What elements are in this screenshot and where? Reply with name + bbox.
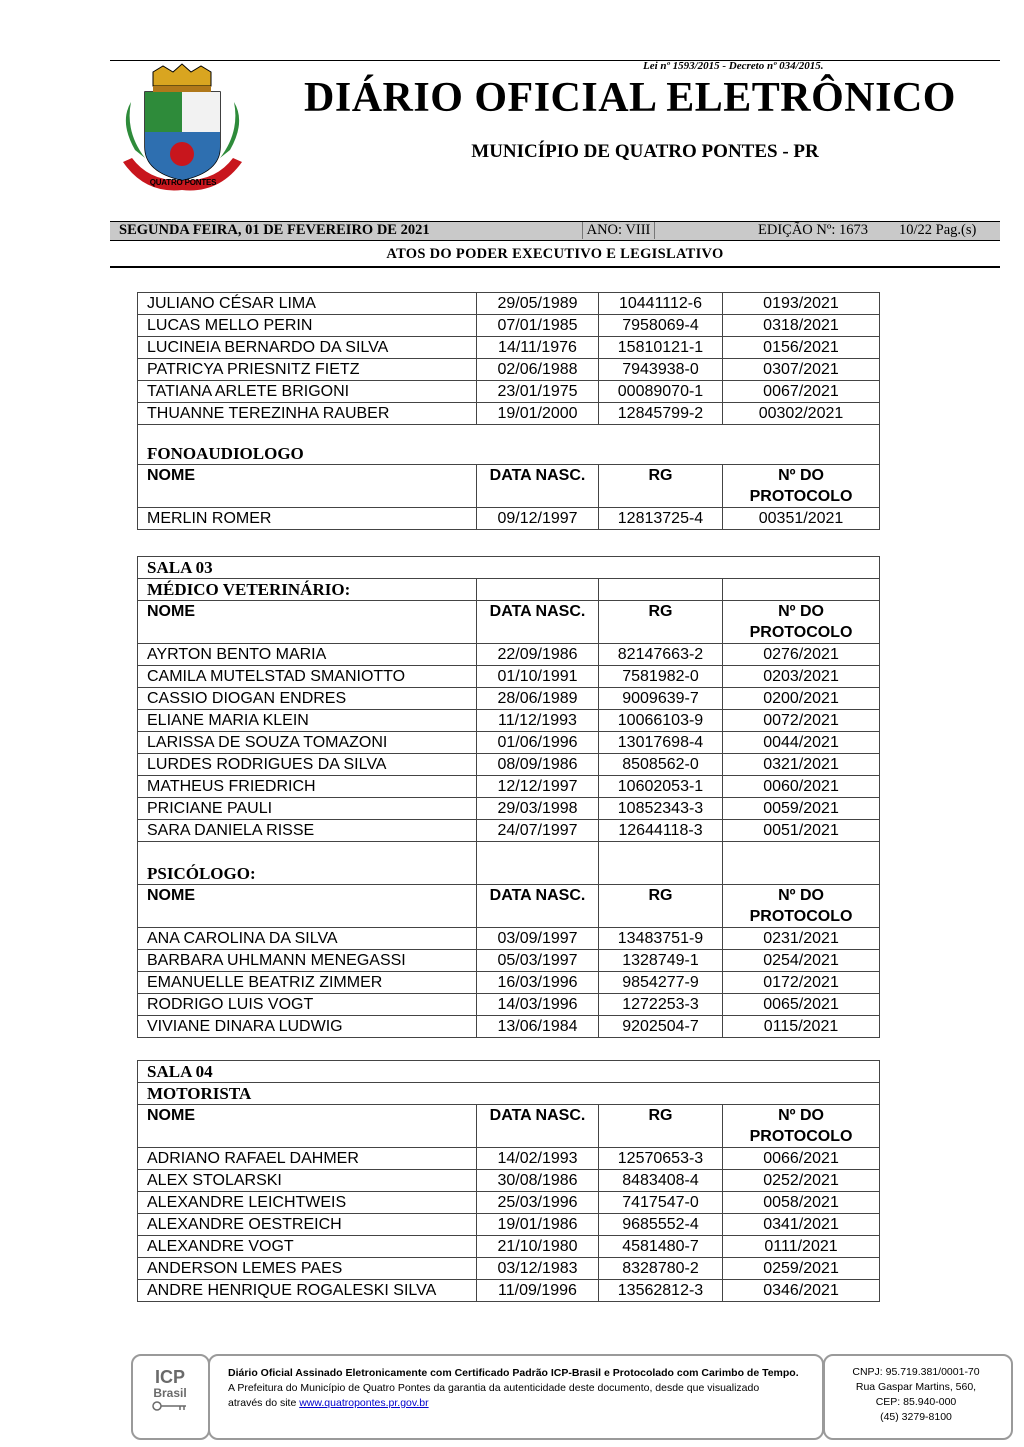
crest-banner-text: QUATRO PONTES	[149, 178, 217, 187]
cell-birth-date: 29/03/1998	[477, 798, 599, 820]
cell-protocol: 0193/2021	[723, 293, 880, 315]
cell-name: THUANNE TEREZINHA RAUBER	[138, 403, 477, 425]
cell-birth-date: 22/09/1986	[477, 644, 599, 666]
footer-cnpj: CNPJ: 95.719.381/0001-70	[852, 1366, 980, 1378]
col-header-protocol: Nº DO PROTOCOLO	[723, 465, 880, 508]
category-fonoaudiologo: FONOAUDIOLOGO	[138, 443, 880, 465]
footer-certificate-text	[228, 1366, 799, 1411]
cell-protocol: 0203/2021	[723, 666, 880, 688]
cell-rg: 7943938-0	[599, 359, 723, 381]
cell-birth-date: 01/06/1996	[477, 732, 599, 754]
table-header-row	[138, 601, 880, 644]
cell-rg: 00089070-1	[599, 381, 723, 403]
footer-guarantee: A Prefeitura do Município de Quatro Pontes da garantia da autenticidade deste documento, desde que visualizado	[228, 1382, 760, 1394]
header-top-rule	[110, 60, 1000, 61]
cell-rg: 10066103-9	[599, 710, 723, 732]
cell-name: MATHEUS FRIEDRICH	[138, 776, 477, 798]
cell-name: ALEXANDRE LEICHTWEIS	[138, 1192, 477, 1214]
footer-street: Rua Gaspar Martins, 560,	[855, 1381, 977, 1393]
col-header-protocol: Nº DO PROTOCOLO	[723, 1105, 880, 1148]
cell-protocol: 00302/2021	[723, 403, 880, 425]
cell-rg: 12570653-3	[599, 1148, 723, 1170]
cell-protocol: 0307/2021	[723, 359, 880, 381]
cell-birth-date: 13/06/1984	[477, 1016, 599, 1038]
cell-name: ELIANE MARIA KLEIN	[138, 710, 477, 732]
col-header-rg: RG	[599, 601, 723, 644]
table-row	[138, 315, 880, 337]
table-row	[138, 994, 880, 1016]
candidates-table-2	[137, 556, 880, 1038]
cell-rg: 15810121-1	[599, 337, 723, 359]
cell-name: PRICIANE PAULI	[138, 798, 477, 820]
table-row	[138, 1236, 880, 1258]
table-row	[138, 1280, 880, 1302]
key-icon	[150, 1400, 190, 1412]
cell-protocol: 0058/2021	[723, 1192, 880, 1214]
cell-birth-date: 11/12/1993	[477, 710, 599, 732]
table-header-row	[138, 885, 880, 928]
category-row	[138, 579, 880, 601]
cell-rg: 8328780-2	[599, 1258, 723, 1280]
cell-rg: 13483751-9	[599, 928, 723, 950]
cell-birth-date: 14/03/1996	[477, 994, 599, 1016]
table-row	[138, 820, 880, 842]
cell-rg: 12845799-2	[599, 403, 723, 425]
cell-birth-date: 19/01/2000	[477, 403, 599, 425]
cell-rg: 9854277-9	[599, 972, 723, 994]
cell-birth-date: 30/08/1986	[477, 1170, 599, 1192]
municipal-site-link[interactable]: www.quatropontes.pr.gov.br	[299, 1397, 429, 1409]
table-row	[138, 1170, 880, 1192]
table-row	[138, 403, 880, 425]
cell-protocol: 0065/2021	[723, 994, 880, 1016]
cell-birth-date: 25/03/1996	[477, 1192, 599, 1214]
cell-protocol: 0276/2021	[723, 644, 880, 666]
col-header-birth: DATA NASC.	[477, 601, 599, 644]
table-row	[138, 972, 880, 994]
footer-address	[826, 1365, 1006, 1425]
col-header-rg: RG	[599, 465, 723, 508]
table-row	[138, 754, 880, 776]
cell-rg: 1272253-3	[599, 994, 723, 1016]
cell-rg: 10602053-1	[599, 776, 723, 798]
table-header-row	[138, 1105, 880, 1148]
category-row	[138, 1083, 880, 1105]
cell-rg: 7417547-0	[599, 1192, 723, 1214]
page-subtitle: MUNICÍPIO DE QUATRO PONTES - PR	[471, 141, 819, 162]
edition-year: ANO: VIII	[582, 222, 655, 239]
cell-name: PATRICYA PRIESNITZ FIETZ	[138, 359, 477, 381]
cell-rg: 9202504-7	[599, 1016, 723, 1038]
cell-name: ANDERSON LEMES PAES	[138, 1258, 477, 1280]
cell-birth-date: 09/12/1997	[477, 508, 599, 530]
table-row	[138, 1192, 880, 1214]
cell-birth-date: 08/09/1986	[477, 754, 599, 776]
cell-rg: 1328749-1	[599, 950, 723, 972]
page-title: DIÁRIO OFICIAL ELETRÔNICO	[304, 75, 956, 121]
cell-birth-date: 21/10/1980	[477, 1236, 599, 1258]
cell-protocol: 0072/2021	[723, 710, 880, 732]
cell-protocol: 0200/2021	[723, 688, 880, 710]
cell-name: ALEXANDRE VOGT	[138, 1236, 477, 1258]
cell-protocol: 0259/2021	[723, 1258, 880, 1280]
cell-name: ADRIANO RAFAEL DAHMER	[138, 1148, 477, 1170]
cell-name: LURDES RODRIGUES DA SILVA	[138, 754, 477, 776]
cell-rg: 4581480-7	[599, 1236, 723, 1258]
cell-birth-date: 19/01/1986	[477, 1214, 599, 1236]
col-header-name: NOME	[138, 465, 477, 508]
cell-protocol: 0318/2021	[723, 315, 880, 337]
cell-protocol: 0051/2021	[723, 820, 880, 842]
cell-name: JULIANO CÉSAR LIMA	[138, 293, 477, 315]
cell-rg: 13017698-4	[599, 732, 723, 754]
table-row	[138, 359, 880, 381]
cell-birth-date: 02/06/1988	[477, 359, 599, 381]
table-row	[138, 798, 880, 820]
cell-birth-date: 01/10/1991	[477, 666, 599, 688]
room-label: SALA 03	[138, 557, 880, 579]
cell-birth-date: 14/11/1976	[477, 337, 599, 359]
cell-birth-date: 05/03/1997	[477, 950, 599, 972]
table-row	[138, 666, 880, 688]
table-row	[138, 508, 880, 530]
cell-protocol: 0231/2021	[723, 928, 880, 950]
cell-name: BARBARA UHLMANN MENEGASSI	[138, 950, 477, 972]
category-row	[138, 842, 880, 885]
footer-site-line: através do site www.quatropontes.pr.gov.br	[228, 1397, 429, 1409]
cell-protocol: 0066/2021	[723, 1148, 880, 1170]
cell-rg: 7958069-4	[599, 315, 723, 337]
col-header-name: NOME	[138, 601, 477, 644]
footer-signed-notice: Diário Oficial Assinado Eletronicamente com Certificado Padrão ICP-Brasil e Protocolado com Carimbo de Tempo.	[228, 1367, 799, 1379]
table-row	[138, 732, 880, 754]
table-row	[138, 710, 880, 732]
table-row	[138, 381, 880, 403]
cell-name: RODRIGO LUIS VOGT	[138, 994, 477, 1016]
cell-protocol: 0044/2021	[723, 732, 880, 754]
cell-protocol: 0254/2021	[723, 950, 880, 972]
cell-name: CASSIO DIOGAN ENDRES	[138, 688, 477, 710]
table-row	[138, 1148, 880, 1170]
icp-brasil-logo-icon: ICP Brasil	[145, 1368, 195, 1415]
cell-protocol: 0172/2021	[723, 972, 880, 994]
col-header-protocol: Nº DO PROTOCOLO	[723, 885, 880, 928]
cell-birth-date: 14/02/1993	[477, 1148, 599, 1170]
cell-birth-date: 29/05/1989	[477, 293, 599, 315]
col-header-rg: RG	[599, 1105, 723, 1148]
col-header-rg: RG	[599, 885, 723, 928]
cell-protocol: 0321/2021	[723, 754, 880, 776]
cell-protocol: 0341/2021	[723, 1214, 880, 1236]
cell-name: LUCAS MELLO PERIN	[138, 315, 477, 337]
cell-protocol: 0115/2021	[723, 1016, 880, 1038]
col-header-birth: DATA NASC.	[477, 465, 599, 508]
table-row	[138, 644, 880, 666]
cell-birth-date: 23/01/1975	[477, 381, 599, 403]
cell-birth-date: 07/01/1985	[477, 315, 599, 337]
law-reference: Lei nº 1593/2015 - Decreto nº 034/2015.	[643, 60, 824, 72]
table-row	[138, 1214, 880, 1236]
col-header-name: NOME	[138, 885, 477, 928]
cell-rg: 82147663-2	[599, 644, 723, 666]
col-header-birth: DATA NASC.	[477, 885, 599, 928]
cell-name: SARA DANIELA RISSE	[138, 820, 477, 842]
cell-name: LUCINEIA BERNARDO DA SILVA	[138, 337, 477, 359]
cell-protocol: 0252/2021	[723, 1170, 880, 1192]
cell-name: AYRTON BENTO MARIA	[138, 644, 477, 666]
table-row	[138, 776, 880, 798]
edition-page: 10/22 Pag.(s)	[899, 222, 977, 238]
cell-protocol: 0156/2021	[723, 337, 880, 359]
cell-rg: 8483408-4	[599, 1170, 723, 1192]
cell-name: ALEXANDRE OESTREICH	[138, 1214, 477, 1236]
cell-rg: 12644118-3	[599, 820, 723, 842]
table-row	[138, 1258, 880, 1280]
table-row	[138, 1016, 880, 1038]
cell-birth-date: 24/07/1997	[477, 820, 599, 842]
section-title: ATOS DO PODER EXECUTIVO E LEGISLATIVO	[386, 246, 724, 262]
cell-rg: 9009639-7	[599, 688, 723, 710]
edition-date: SEGUNDA FEIRA, 01 DE FEVEREIRO DE 2021	[119, 222, 430, 238]
cell-rg: 8508562-0	[599, 754, 723, 776]
col-header-birth: DATA NASC.	[477, 1105, 599, 1148]
section-rule	[110, 266, 1000, 268]
cell-birth-date: 16/03/1996	[477, 972, 599, 994]
table-row	[138, 950, 880, 972]
cell-birth-date: 12/12/1997	[477, 776, 599, 798]
candidates-table-3	[137, 1060, 880, 1302]
cell-name: ANDRE HENRIQUE ROGALESKI SILVA	[138, 1280, 477, 1302]
cell-name: ALEX STOLARSKI	[138, 1170, 477, 1192]
cell-rg: 13562812-3	[599, 1280, 723, 1302]
candidates-table-1	[137, 292, 880, 467]
col-header-protocol: Nº DO PROTOCOLO	[723, 601, 880, 644]
cell-birth-date: 03/09/1997	[477, 928, 599, 950]
room-row	[138, 1061, 880, 1083]
municipal-crest-icon	[115, 62, 250, 197]
cell-protocol: 0111/2021	[723, 1236, 880, 1258]
cell-name: LARISSA DE SOUZA TOMAZONI	[138, 732, 477, 754]
category-veterinario: MÉDICO VETERINÁRIO:	[138, 579, 477, 601]
cell-name: EMANUELLE BEATRIZ ZIMMER	[138, 972, 477, 994]
cell-birth-date: 11/09/1996	[477, 1280, 599, 1302]
col-header-name: NOME	[138, 1105, 477, 1148]
table-row	[138, 688, 880, 710]
cell-name: VIVIANE DINARA LUDWIG	[138, 1016, 477, 1038]
candidates-table-1-b	[137, 443, 880, 530]
cell-protocol: 0059/2021	[723, 798, 880, 820]
room-row	[138, 557, 880, 579]
category-motorista: MOTORISTA	[138, 1083, 880, 1105]
cell-rg: 12813725-4	[599, 508, 723, 530]
cell-rg: 9685552-4	[599, 1214, 723, 1236]
table-row	[138, 337, 880, 359]
cell-protocol: 0346/2021	[723, 1280, 880, 1302]
edition-number: EDIÇÃO Nº: 1673	[758, 222, 869, 238]
table-row	[138, 293, 880, 315]
cell-rg: 7581982-0	[599, 666, 723, 688]
edition-info-bar	[110, 221, 1000, 241]
cell-protocol: 0060/2021	[723, 776, 880, 798]
cell-birth-date: 03/12/1983	[477, 1258, 599, 1280]
cell-protocol: 0067/2021	[723, 381, 880, 403]
cell-name: TATIANA ARLETE BRIGONI	[138, 381, 477, 403]
cell-rg: 10441112-6	[599, 293, 723, 315]
room-label: SALA 04	[138, 1061, 880, 1083]
category-row	[138, 443, 880, 465]
cell-name: MERLIN ROMER	[138, 508, 477, 530]
cell-name: ANA CAROLINA DA SILVA	[138, 928, 477, 950]
table-header-row	[138, 465, 880, 508]
footer-phone: (45) 3279-8100	[880, 1411, 952, 1423]
cell-name: CAMILA MUTELSTAD SMANIOTTO	[138, 666, 477, 688]
footer-cep: CEP: 85.940-000	[875, 1396, 957, 1408]
category-psicologo: PSICÓLOGO:	[138, 842, 477, 885]
cell-protocol: 00351/2021	[723, 508, 880, 530]
cell-birth-date: 28/06/1989	[477, 688, 599, 710]
table-row	[138, 928, 880, 950]
cell-rg: 10852343-3	[599, 798, 723, 820]
